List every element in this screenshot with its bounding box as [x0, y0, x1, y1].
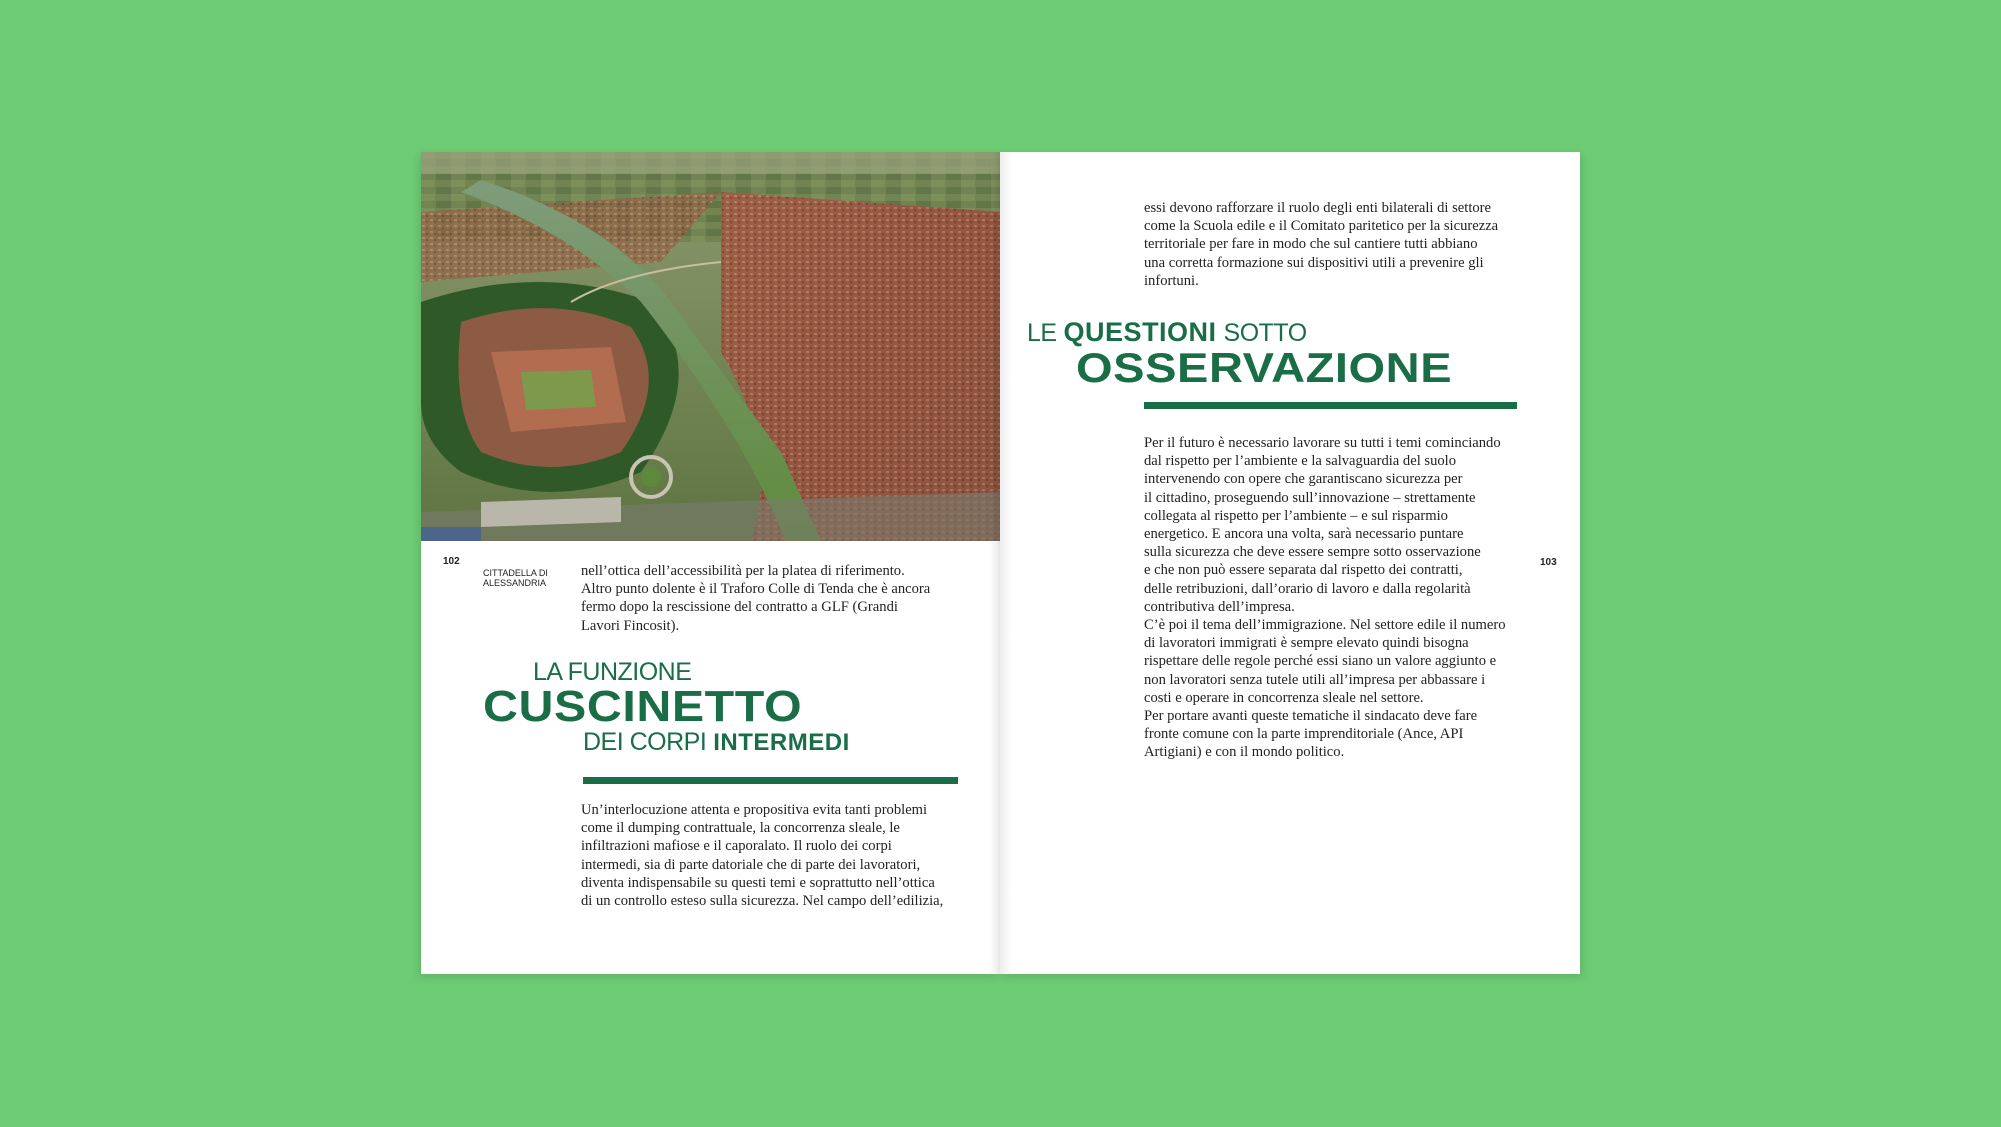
text-line: territoriale per fare in modo che sul cantiere tutti abbiano [1144, 236, 1478, 253]
text-line: Per il futuro è necessario lavorare su tutti i temi cominciando [1144, 435, 1501, 451]
intro-paragraph [581, 562, 981, 635]
text-line: come la Scuola edile e il Comitato paritetico per la sicurezza [1144, 218, 1499, 235]
text-line: di un controllo esteso sulla sicurezza. Nel campo dell’edilizia, [581, 893, 944, 910]
heading-rule [1144, 402, 1517, 409]
text-line: diventa indispensabile su questi temi e soprattutto nell’ottica [581, 874, 935, 891]
page-number: 103 [1540, 557, 1557, 568]
text-line: una corretta formazione sui dispositivi utili a prevenire gli [1144, 254, 1484, 271]
text-line: energetico. E ancora una volta, sarà necessario puntare [1144, 526, 1464, 543]
heading-thin-part: LE [1027, 319, 1057, 347]
text-line: intervenendo con opere che garantiscano sicurezza per [1144, 471, 1463, 488]
text-line: Un’interlocuzione attenta e propositiva evita tanti problemi [581, 802, 928, 818]
heading-line-2: OSSERVAZIONE [1076, 344, 1453, 391]
text-line: il cittadino, proseguendo sull’innovazione – strettamente [1144, 489, 1476, 506]
text-line: fermo dopo la rescissione del contratto a GLF (Grandi [581, 599, 898, 616]
intro-paragraph [1144, 199, 1544, 290]
text-line: Per portare avanti queste tematiche il sindacato deve fare [1144, 708, 1478, 725]
text-line: C’è poi il tema dell’immigrazione. Nel settore edile il numero [1144, 617, 1506, 634]
text-line: intermedi, sia di parte datoriale che di parte dei lavoratori, [581, 856, 921, 873]
text-line: dal rispetto per l’ambiente e la salvaguardia del suolo [1144, 453, 1457, 470]
text-line: sulla sicurezza che deve essere sempre sotto osservazione [1144, 544, 1481, 561]
heading-bold-part: INTERMEDI [713, 729, 850, 756]
text-line: Artigiani) e con il mondo politico. [1144, 744, 1345, 761]
heading-line-3 [583, 728, 850, 757]
body-paragraph [1144, 434, 1564, 762]
text-line: non lavoratori senza tutele utili all’impresa per abbassare i [1144, 671, 1486, 688]
heading-line-1: LA FUNZIONE [533, 658, 692, 686]
left-page [421, 152, 1000, 974]
text-line: e che non può essere separata dal rispetto dei contratti, [1144, 562, 1463, 579]
page-number: 102 [443, 556, 460, 567]
text-line: infiltrazioni mafiose e il caporalato. Il ruolo dei corpi [581, 838, 892, 855]
heading-bold-part: QUESTIONI [1063, 317, 1217, 347]
text-line: nell’ottica dell’accessibilità per la platea di riferimento. [581, 563, 905, 579]
text-line: Lavori Fincosit). [581, 617, 680, 634]
text-line: contributiva dell’impresa. [1144, 598, 1295, 615]
text-line: fronte comune con la parte imprenditoriale (Ance, API [1144, 726, 1464, 743]
text-line: come il dumping contrattuale, la concorrenza sleale, le [581, 820, 900, 837]
heading-rule [583, 777, 958, 784]
text-line: costi e operare in concorrenza sleale nel settore. [1144, 689, 1424, 706]
heading-thin-part: SOTTO [1223, 319, 1307, 347]
text-line: di lavoratori immigrati è sempre elevato quindi bisogna [1144, 635, 1469, 652]
text-line: infortuni. [1144, 272, 1199, 289]
aerial-photo [421, 152, 1000, 541]
text-line: collegata al rispetto per l’ambiente – e sul risparmio [1144, 507, 1448, 524]
right-page [1000, 152, 1580, 974]
text-line: rispettare delle regole perché essi siano un valore aggiunto e [1144, 653, 1497, 670]
text-line: Altro punto dolente è il Traforo Colle di Tenda che è ancora [581, 581, 931, 598]
heading-line-2: CUSCINETTO [483, 682, 803, 731]
text-line: delle retribuzioni, dall’orario di lavoro e dalla regolarità [1144, 580, 1471, 597]
heading-thin-part: DEI CORPI [583, 728, 707, 756]
text-line: essi devono rafforzare il ruolo degli enti bilaterali di settore [1144, 200, 1492, 216]
body-paragraph [581, 801, 991, 910]
photo-caption: CITTADELLA DI ALESSANDRIA [483, 568, 548, 588]
